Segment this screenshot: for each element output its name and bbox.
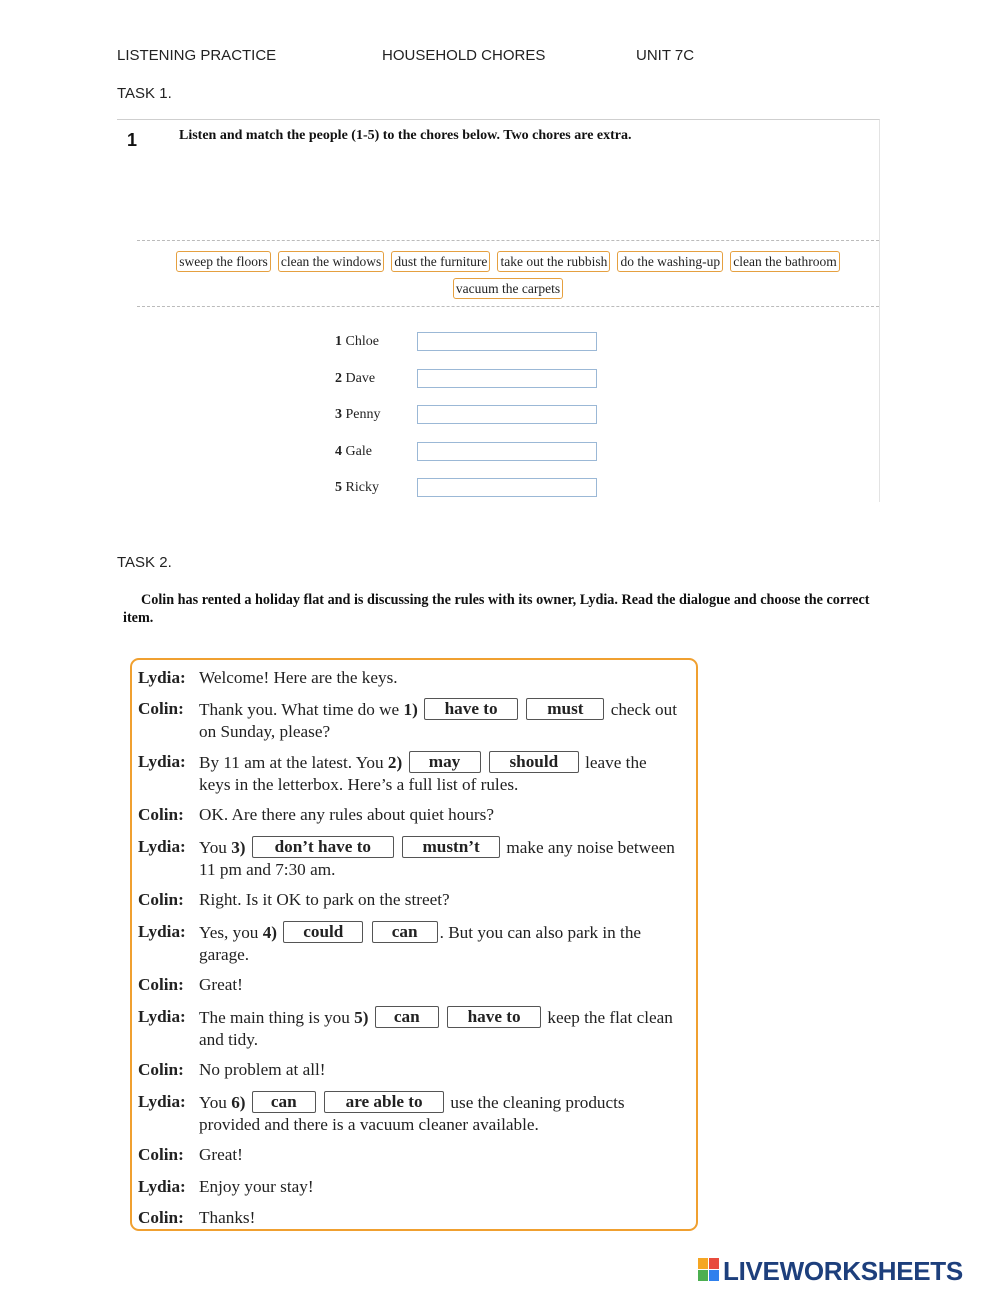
line-text: No problem at all! — [199, 1060, 326, 1079]
speaker-label: Colin: — [138, 1060, 184, 1079]
person-number: 5 — [335, 480, 342, 495]
speaker-label: Colin: — [138, 1208, 184, 1227]
option-button[interactable]: mustn’t — [402, 836, 500, 858]
gap-number: 1) — [403, 700, 418, 719]
option-button[interactable]: should — [489, 751, 579, 773]
speaker-label: Colin: — [138, 890, 184, 909]
logo-block — [698, 1270, 708, 1281]
line-text: Enjoy your stay! — [199, 1177, 314, 1196]
option-button[interactable]: can — [372, 921, 438, 943]
answer-input-penny[interactable] — [417, 405, 597, 424]
header-right: UNIT 7C — [636, 47, 695, 64]
person-number: 3 — [335, 407, 342, 422]
chore-chip[interactable]: dust the furniture — [391, 251, 490, 272]
answer-input-chloe[interactable] — [417, 332, 597, 351]
speaker-label: Lydia: — [138, 837, 186, 856]
option-button[interactable]: are able to — [324, 1091, 444, 1113]
chore-chip[interactable]: clean the bathroom — [730, 251, 839, 272]
chore-bank — [137, 247, 879, 301]
gap-number: 4) — [262, 923, 278, 942]
line-text: Right. Is it OK to park on the street? — [199, 890, 450, 909]
line-text: Thanks! — [199, 1208, 256, 1227]
logo-block — [709, 1258, 719, 1269]
person-name: Chloe — [345, 334, 379, 349]
task2-label: TASK 2. — [117, 554, 172, 571]
gap-number: 5) — [354, 1008, 369, 1027]
person-name: Penny — [345, 407, 381, 422]
gap-number: 3) — [231, 838, 246, 857]
logo-icon — [698, 1258, 720, 1282]
logo-block — [709, 1270, 719, 1281]
person-name: Dave — [345, 371, 376, 386]
chore-chip[interactable]: vacuum the carpets — [453, 278, 563, 299]
speaker-label: Lydia: — [138, 752, 186, 771]
person-name: Ricky — [345, 480, 379, 495]
speaker-label: Colin: — [138, 699, 184, 718]
person-name: Gale — [345, 444, 372, 459]
speaker-label: Lydia: — [138, 668, 186, 687]
task1-instruction: Listen and match the people (1-5) to the chores below. Two chores are extra. — [179, 128, 632, 143]
person-number: 1 — [335, 334, 342, 349]
option-button[interactable]: can — [375, 1006, 439, 1028]
option-button[interactable]: may — [409, 751, 481, 773]
speaker-label: Lydia: — [138, 1092, 186, 1111]
speaker-label: Lydia: — [138, 1007, 186, 1026]
task1-panel — [117, 119, 880, 502]
divider — [137, 306, 879, 307]
option-button[interactable]: have to — [424, 698, 518, 720]
liveworksheets-logo — [698, 1256, 996, 1286]
dialogue-box: Lydia: Welcome! Here are the keys. Colin: Thank you. What time do we 1) have to must check out on Sunday, please? Lydia: By 11 am at the latest. You 2) may should leave the keys in the letterbox. Here’s a full list of rules. Colin: OK. Are there any rules about quiet hours? Lydia: You 3) don’t have to mustn’t make any noise between 11 pm and 7:30 am. Colin: Right. Is it OK to park on the street? Lydia: Yes, you 4) could can . But you can also park in the garage. Colin: Great! Lydia: The main thing is you 5) can have to keep the flat clean and tidy. Colin: No problem at all! Lydia: You 6) can are able to use the cleaning products provided and there is a vacuum cleaner available. Colin: Great! Lydia: Enjoy your stay! Colin: Thanks! — [130, 658, 698, 1231]
chore-chip[interactable]: clean the windows — [278, 251, 384, 272]
answer-input-ricky[interactable] — [417, 478, 597, 497]
line-text: Welcome! Here are the keys. — [199, 668, 398, 687]
line-text: Great! — [199, 975, 243, 994]
option-button[interactable]: don’t have to — [252, 836, 394, 858]
line-text: Great! — [199, 1145, 243, 1164]
task2-instruction: Colin has rented a holiday flat and is discussing the rules with its owner, Lydia. Read the dialogue and choose the correct item. — [123, 592, 870, 626]
answer-input-dave[interactable] — [417, 369, 597, 388]
option-button[interactable]: must — [526, 698, 604, 720]
speaker-label: Lydia: — [138, 922, 186, 941]
line-text: OK. Are there any rules about quiet hours? — [199, 805, 494, 824]
logo-block — [698, 1258, 708, 1269]
chore-chip[interactable]: take out the rubbish — [497, 251, 610, 272]
chore-chip[interactable]: do the washing-up — [617, 251, 723, 272]
option-button[interactable]: have to — [447, 1006, 541, 1028]
gap-number: 2) — [387, 753, 403, 772]
speaker-label: Colin: — [138, 805, 184, 824]
person-number: 2 — [335, 371, 342, 386]
speaker-label: Colin: — [138, 1145, 184, 1164]
answer-input-gale[interactable] — [417, 442, 597, 461]
exercise-number: 1 — [127, 130, 138, 150]
person-number: 4 — [335, 444, 342, 459]
task1-label: TASK 1. — [117, 85, 172, 102]
option-button[interactable]: can — [252, 1091, 316, 1113]
option-button[interactable]: could — [283, 921, 363, 943]
speaker-label: Lydia: — [138, 1177, 186, 1196]
gap-number: 6) — [231, 1093, 246, 1112]
chore-chip[interactable]: sweep the floors — [176, 251, 270, 272]
header-left: LISTENING PRACTICE — [117, 47, 277, 64]
header-center: HOUSEHOLD CHORES — [382, 47, 546, 64]
speaker-label: Colin: — [138, 975, 184, 994]
divider — [137, 240, 879, 241]
logo-text: LIVEWORKSHEETS — [723, 1256, 963, 1286]
